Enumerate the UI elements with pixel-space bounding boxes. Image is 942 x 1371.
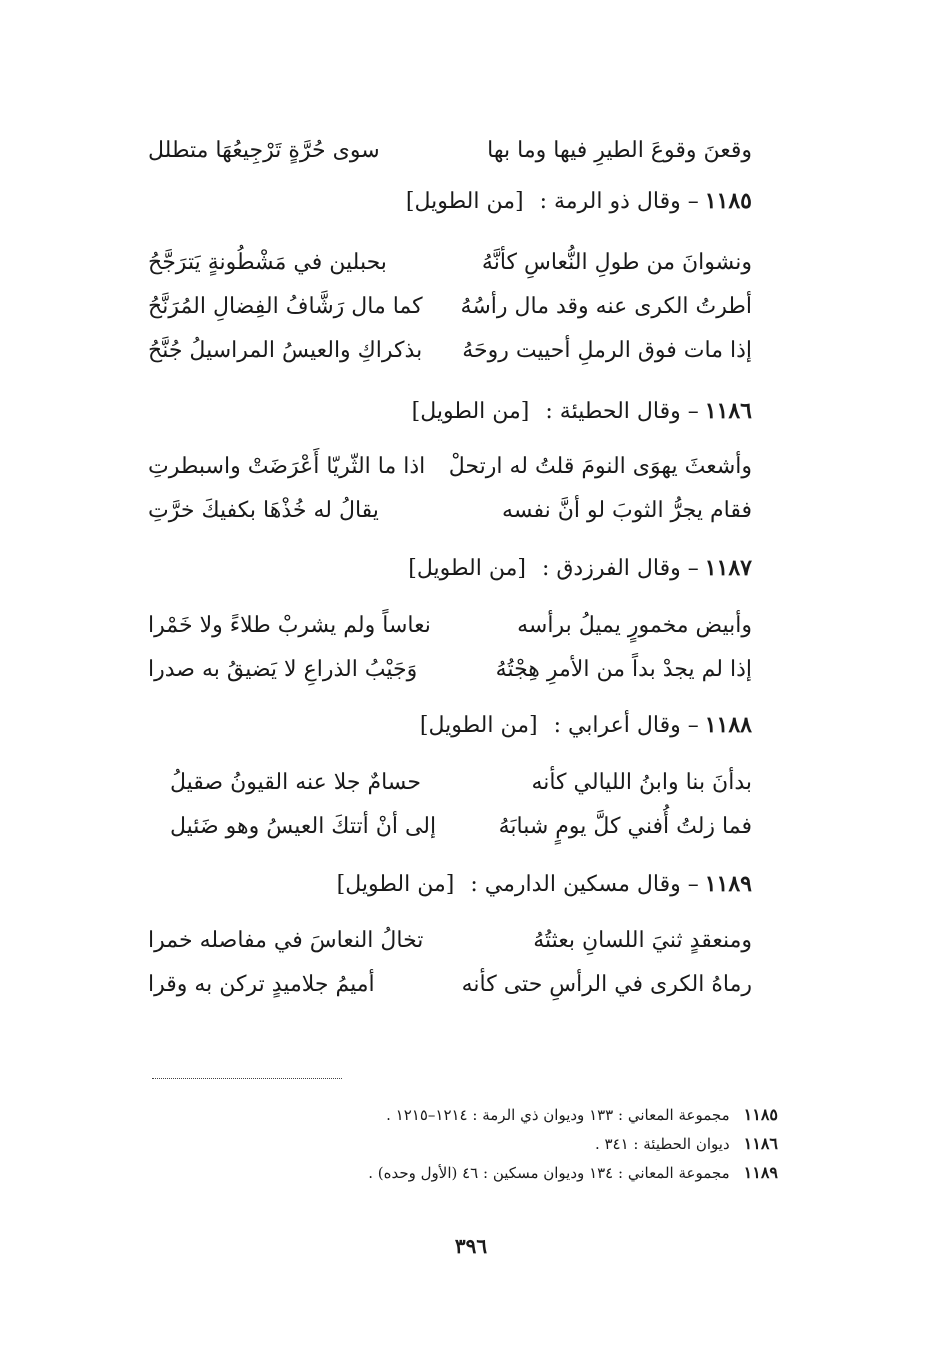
poem-heading xyxy=(406,181,752,221)
verse-second-hemistich: اذا ما الثّريّا أَعْرَضَتْ واسبطرتِ xyxy=(148,453,426,479)
footnotes xyxy=(368,1100,778,1187)
footnote-text: ديوان الحطيئة : ٣٤١ . xyxy=(594,1134,730,1153)
verse-line xyxy=(148,284,752,328)
verse-line xyxy=(148,128,752,172)
verse-line xyxy=(170,760,752,804)
verse-second-hemistich: أميمُ جلاميدٍ تركن به وقرا xyxy=(148,971,375,997)
verse-first-hemistich: أطرتُ الكرى عنه وقد مال رأسُهُ xyxy=(460,293,752,319)
poem-number: ١١٨٨ xyxy=(704,712,752,738)
verse-first-hemistich: فقام يجرُّ الثوبَ لو أنَّ نفسه xyxy=(502,497,752,523)
poem-number: ١١٨٧ xyxy=(704,555,752,581)
poem-heading xyxy=(408,548,752,588)
poem-number: ١١٨٥ xyxy=(704,188,752,214)
footnote xyxy=(368,1100,778,1129)
verse-block xyxy=(148,444,752,532)
verse-first-hemistich: فما زلتُ أُفني كلَّ يومٍ شبابَهُ xyxy=(498,813,752,839)
verse-block xyxy=(148,603,752,691)
verse-first-hemistich: وأشعثَ يهوَى النومَ قلتُ له ارتحلْ xyxy=(448,453,752,479)
footnote-text: مجموعة المعاني : ١٣٣ وديوان ذي الرمة : ١٢١٤–١٢١٥ . xyxy=(386,1105,730,1124)
footnote-divider xyxy=(152,1078,342,1079)
footnote-number: ١١٨٦ xyxy=(743,1134,778,1153)
verse-line xyxy=(170,804,752,848)
verse-line xyxy=(148,962,752,1006)
verse-second-hemistich: وَجَيْبُ الذراعِ لا يَضيقُ به صدرا xyxy=(148,656,418,682)
footnote-number: ١١٨٥ xyxy=(743,1105,778,1124)
verse-block xyxy=(170,760,752,848)
footnote-number: ١١٨٩ xyxy=(743,1163,778,1182)
verse-second-hemistich: بذكراكِ والعيسُ المراسيلُ جُنَّحُ xyxy=(148,337,423,363)
poem-meter: [من الطويل] xyxy=(408,555,526,581)
page-number: ٣٩٦ xyxy=(454,1234,488,1258)
poem-heading xyxy=(337,864,752,904)
poem-meter: [من الطويل] xyxy=(405,188,524,214)
footnote-text: مجموعة المعاني : ١٣٤ وديوان مسكين : ٤٦ (الأول وحده) . xyxy=(368,1163,730,1182)
verse-first-hemistich: ونشوانَ من طولِ النُّعاسِ كأنَّهُ xyxy=(481,249,752,275)
verse-first-hemistich: وقعنَ وقوعَ الطيرِ فيها وما بها xyxy=(487,137,752,163)
footnote xyxy=(368,1129,778,1158)
verse-second-hemistich: تخالُ النعاسَ في مفاصله خمرا xyxy=(148,927,424,953)
verse-block xyxy=(148,240,752,372)
poem-title: – وقال ذو الرمة : xyxy=(539,188,699,214)
poem-number: ١١٨٦ xyxy=(704,398,752,424)
verse-second-hemistich: حسامٌ جلا عنه القيونُ صقيلُ xyxy=(170,769,422,795)
poem-heading xyxy=(412,391,752,431)
poem-number: ١١٨٩ xyxy=(704,871,752,897)
verse-block-top xyxy=(148,128,752,172)
verse-second-hemistich: سوى حُرَّةٍ تَرْجِيعُهَا متطلل xyxy=(148,137,380,163)
verse-line xyxy=(148,603,752,647)
poem-meter: [من الطويل] xyxy=(411,398,530,424)
poem-meter: [من الطويل] xyxy=(419,712,538,738)
verse-first-hemistich: إذا مات فوق الرملِ أحييت روحَهُ xyxy=(462,337,752,363)
verse-second-hemistich: بحبلين في مَشْطُونةٍ يَترَجَّحُ xyxy=(148,249,387,275)
verse-block xyxy=(148,918,752,1006)
verse-line xyxy=(148,328,752,372)
verse-first-hemistich: رماهُ الكرى في الرأسِ حتى كأنه xyxy=(461,971,752,997)
verse-second-hemistich: إلى أنْ أتتكَ العيسُ وهو ضَئيل xyxy=(170,813,437,839)
verse-line xyxy=(148,647,752,691)
poem-title: – وقال مسكين الدارمي : xyxy=(470,871,699,897)
poem-meter: [من الطويل] xyxy=(336,871,455,897)
verse-second-hemistich: كما مال رَشَّافُ الفِضالِ المُرَنَّحُ xyxy=(148,293,423,319)
verse-first-hemistich: إذا لم يجدْ بداً من الأمرِ هِجْتُهُ xyxy=(495,656,752,682)
verse-first-hemistich: ومنعقدٍ ثنيَ اللسانِ بعثتُهُ xyxy=(533,927,752,953)
footnote xyxy=(368,1158,778,1187)
verse-line xyxy=(148,240,752,284)
verse-line xyxy=(148,918,752,962)
verse-first-hemistich: بدأنَ بنا وابنُ الليالي كأنه xyxy=(531,769,752,795)
verse-second-hemistich: نعاساً ولم يشربْ طلاءً ولا خَمْرا xyxy=(148,612,431,638)
poem-title: – وقال الفرزدق : xyxy=(541,555,699,581)
verse-line xyxy=(148,444,752,488)
verse-second-hemistich: يقالُ له خُذْهَا بكفيكَ خرَّتِ xyxy=(148,497,379,523)
poem-title: – وقال أعرابي : xyxy=(553,712,699,738)
poem-heading xyxy=(420,705,752,745)
poem-title: – وقال الحطيئة : xyxy=(545,398,699,424)
verse-line xyxy=(148,488,752,532)
verse-first-hemistich: وأبيض مخمورٍ يميلُ برأسه xyxy=(517,612,752,638)
